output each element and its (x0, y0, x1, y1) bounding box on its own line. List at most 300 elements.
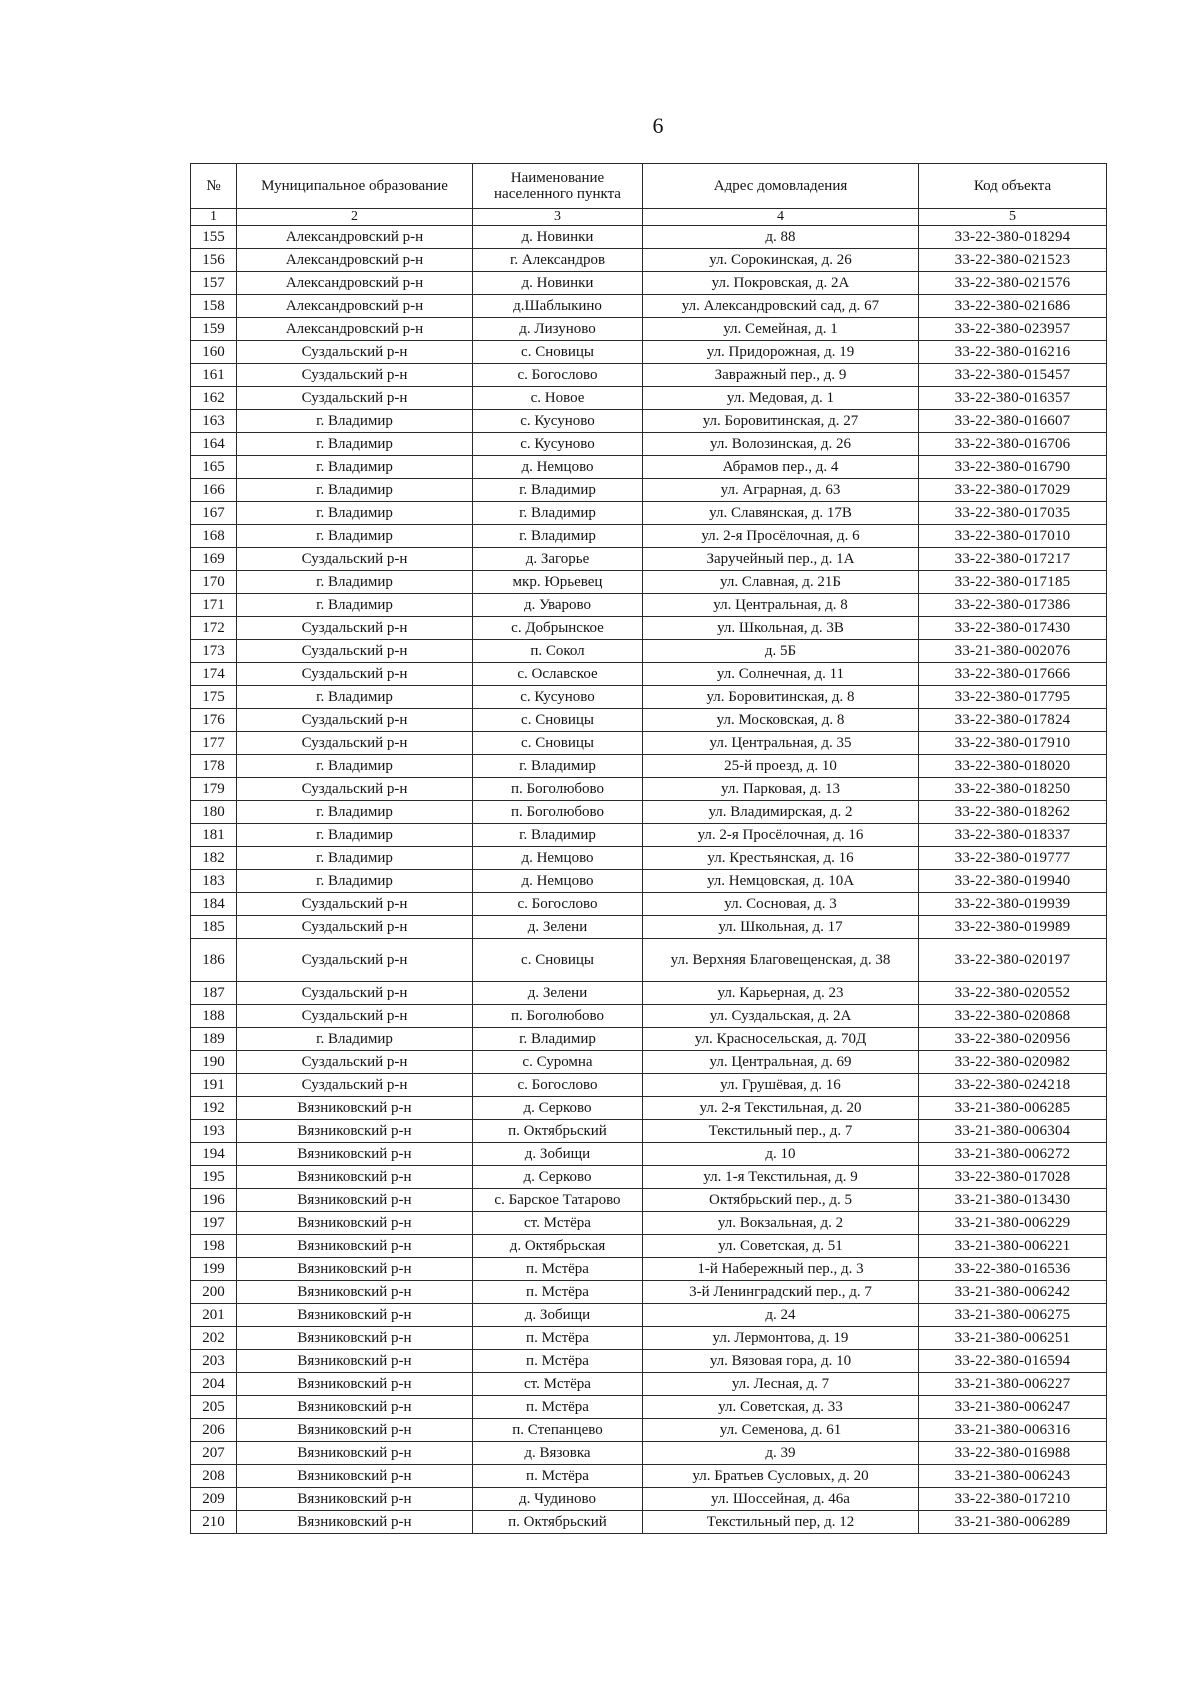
settlement-cell: г. Владимир (473, 479, 643, 502)
municipality-cell: г. Владимир (237, 410, 473, 433)
table-row (191, 1028, 1107, 1051)
address-cell: ул. Верхняя Благовещенская, д. 38 (643, 939, 919, 982)
address-cell: ул. Центральная, д. 69 (643, 1051, 919, 1074)
row-number: 185 (191, 916, 237, 939)
table-row (191, 1327, 1107, 1350)
table-row (191, 456, 1107, 479)
row-number: 186 (191, 939, 237, 982)
municipality-cell: Вязниковский р-н (237, 1143, 473, 1166)
row-number: 183 (191, 870, 237, 893)
settlement-cell: с. Барское Татарово (473, 1189, 643, 1212)
settlement-cell: д. Новинки (473, 226, 643, 249)
settlement-cell: с. Новое (473, 387, 643, 410)
row-number: 201 (191, 1304, 237, 1327)
settlement-cell: с. Добрынское (473, 617, 643, 640)
row-number: 170 (191, 571, 237, 594)
municipality-cell: Суздальский р-н (237, 1074, 473, 1097)
object-code-cell: 33-22-380-017824 (919, 709, 1107, 732)
municipality-cell: Суздальский р-н (237, 939, 473, 982)
table-row (191, 939, 1107, 982)
object-code-cell: 33-21-380-006251 (919, 1327, 1107, 1350)
object-code-cell: 33-22-380-023957 (919, 318, 1107, 341)
settlement-cell: п. Сокол (473, 640, 643, 663)
municipality-cell: Суздальский р-н (237, 663, 473, 686)
address-cell: ул. Александровский сад, д. 67 (643, 295, 919, 318)
table-row (191, 870, 1107, 893)
municipality-cell: Суздальский р-н (237, 341, 473, 364)
object-code-cell: 33-21-380-006229 (919, 1212, 1107, 1235)
row-number: 173 (191, 640, 237, 663)
settlement-cell: д. Зелени (473, 916, 643, 939)
settlement-cell: д. Октябрьская (473, 1235, 643, 1258)
row-number: 205 (191, 1396, 237, 1419)
table-row (191, 1281, 1107, 1304)
object-code-cell: 33-22-380-017386 (919, 594, 1107, 617)
settlement-cell: с. Сновицы (473, 341, 643, 364)
address-cell: д. 24 (643, 1304, 919, 1327)
row-number: 155 (191, 226, 237, 249)
table-row (191, 364, 1107, 387)
municipality-cell: Вязниковский р-н (237, 1097, 473, 1120)
column-number: 4 (643, 209, 919, 226)
settlement-cell: п. Боголюбово (473, 801, 643, 824)
object-code-cell: 33-22-380-019777 (919, 847, 1107, 870)
object-code-cell: 33-22-380-018337 (919, 824, 1107, 847)
address-cell: ул. Грушёвая, д. 16 (643, 1074, 919, 1097)
object-code-cell: 33-22-380-016607 (919, 410, 1107, 433)
object-code-cell: 33-22-380-024218 (919, 1074, 1107, 1097)
table-header-row (191, 164, 1107, 209)
settlement-cell: д. Уварово (473, 594, 643, 617)
municipality-cell: Александровский р-н (237, 272, 473, 295)
object-code-cell: 33-22-380-021576 (919, 272, 1107, 295)
settlement-cell: п. Мстёра (473, 1327, 643, 1350)
municipality-cell: Вязниковский р-н (237, 1212, 473, 1235)
row-number: 163 (191, 410, 237, 433)
municipality-cell: г. Владимир (237, 433, 473, 456)
municipality-cell: г. Владимир (237, 594, 473, 617)
object-code-cell: 33-22-380-020552 (919, 982, 1107, 1005)
object-code-cell: 33-22-380-018294 (919, 226, 1107, 249)
row-number: 165 (191, 456, 237, 479)
object-code-cell: 33-22-380-017910 (919, 732, 1107, 755)
row-number: 161 (191, 364, 237, 387)
object-code-cell: 33-22-380-017185 (919, 571, 1107, 594)
municipality-cell: Вязниковский р-н (237, 1258, 473, 1281)
row-number: 157 (191, 272, 237, 295)
settlement-cell: г. Владимир (473, 755, 643, 778)
settlement-cell: г. Владимир (473, 502, 643, 525)
table-row (191, 1005, 1107, 1028)
table-row (191, 502, 1107, 525)
table-row (191, 640, 1107, 663)
table-row (191, 1442, 1107, 1465)
table-row (191, 893, 1107, 916)
municipality-cell: г. Владимир (237, 824, 473, 847)
row-number: 164 (191, 433, 237, 456)
municipality-cell: г. Владимир (237, 502, 473, 525)
object-code-cell: 33-22-380-016594 (919, 1350, 1107, 1373)
object-code-cell: 33-22-380-019940 (919, 870, 1107, 893)
header-number: № (191, 164, 237, 209)
row-number: 159 (191, 318, 237, 341)
row-number: 188 (191, 1005, 237, 1028)
settlement-cell: п. Октябрьский (473, 1511, 643, 1534)
address-cell: ул. Сорокинская, д. 26 (643, 249, 919, 272)
settlement-cell: г. Владимир (473, 824, 643, 847)
municipality-cell: Вязниковский р-н (237, 1235, 473, 1258)
object-code-cell: 33-22-380-017210 (919, 1488, 1107, 1511)
municipality-cell: Вязниковский р-н (237, 1442, 473, 1465)
municipality-cell: Суздальский р-н (237, 548, 473, 571)
address-cell: ул. Семенова, д. 61 (643, 1419, 919, 1442)
row-number: 175 (191, 686, 237, 709)
settlement-cell: с. Кусуново (473, 410, 643, 433)
address-cell: ул. 2-я Текстильная, д. 20 (643, 1097, 919, 1120)
row-number: 189 (191, 1028, 237, 1051)
row-number: 198 (191, 1235, 237, 1258)
column-number: 5 (919, 209, 1107, 226)
table-row (191, 433, 1107, 456)
municipality-cell: Вязниковский р-н (237, 1189, 473, 1212)
object-code-cell: 33-21-380-006304 (919, 1120, 1107, 1143)
object-code-cell: 33-22-380-015457 (919, 364, 1107, 387)
municipality-cell: Суздальский р-н (237, 387, 473, 410)
table-row (191, 249, 1107, 272)
municipality-cell: Суздальский р-н (237, 709, 473, 732)
row-number: 209 (191, 1488, 237, 1511)
settlement-cell: д. Зелени (473, 982, 643, 1005)
municipality-cell: Суздальский р-н (237, 982, 473, 1005)
table-row (191, 801, 1107, 824)
row-number: 172 (191, 617, 237, 640)
settlement-cell: с. Сновицы (473, 939, 643, 982)
table-row (191, 548, 1107, 571)
table-row (191, 916, 1107, 939)
row-number: 182 (191, 847, 237, 870)
object-code-cell: 33-22-380-018250 (919, 778, 1107, 801)
address-cell: Текстильный пер, д. 12 (643, 1511, 919, 1534)
object-code-cell: 33-22-380-017795 (919, 686, 1107, 709)
table-body (191, 226, 1107, 1534)
table-row (191, 318, 1107, 341)
row-number: 158 (191, 295, 237, 318)
address-cell: ул. Суздальская, д. 2А (643, 1005, 919, 1028)
object-code-cell: 33-22-380-016790 (919, 456, 1107, 479)
address-cell: ул. Парковая, д. 13 (643, 778, 919, 801)
object-code-cell: 33-22-380-018262 (919, 801, 1107, 824)
settlement-cell: п. Боголюбово (473, 778, 643, 801)
object-code-cell: 33-22-380-016706 (919, 433, 1107, 456)
address-cell: ул. Немцовская, д. 10А (643, 870, 919, 893)
object-code-cell: 33-21-380-006275 (919, 1304, 1107, 1327)
table-row (191, 1419, 1107, 1442)
object-code-cell: 33-21-380-006243 (919, 1465, 1107, 1488)
address-cell: ул. Советская, д. 51 (643, 1235, 919, 1258)
address-cell: ул. Покровская, д. 2А (643, 272, 919, 295)
header-municipality: Муниципальное образование (237, 164, 473, 209)
object-code-cell: 33-21-380-006247 (919, 1396, 1107, 1419)
settlement-cell: д. Лизуново (473, 318, 643, 341)
row-number: 199 (191, 1258, 237, 1281)
table-row (191, 1235, 1107, 1258)
row-number: 187 (191, 982, 237, 1005)
settlement-cell: с. Богослово (473, 1074, 643, 1097)
municipality-cell: Суздальский р-н (237, 617, 473, 640)
object-code-cell: 33-21-380-006272 (919, 1143, 1107, 1166)
table-row (191, 1258, 1107, 1281)
table-row (191, 824, 1107, 847)
row-number: 166 (191, 479, 237, 502)
address-cell: Абрамов пер., д. 4 (643, 456, 919, 479)
object-code-cell: 33-22-380-017217 (919, 548, 1107, 571)
object-code-cell: 33-22-380-017430 (919, 617, 1107, 640)
header-address: Адрес домовладения (643, 164, 919, 209)
municipality-cell: г. Владимир (237, 456, 473, 479)
municipality-cell: Суздальский р-н (237, 364, 473, 387)
object-code-cell: 33-22-380-016988 (919, 1442, 1107, 1465)
address-cell: ул. Боровитинская, д. 8 (643, 686, 919, 709)
municipality-cell: г. Владимир (237, 525, 473, 548)
address-cell: ул. Лермонтова, д. 19 (643, 1327, 919, 1350)
address-cell: Текстильный пер., д. 7 (643, 1120, 919, 1143)
municipality-cell: Вязниковский р-н (237, 1396, 473, 1419)
row-number: 171 (191, 594, 237, 617)
table-row (191, 410, 1107, 433)
table-row (191, 594, 1107, 617)
table-row (191, 1488, 1107, 1511)
settlement-cell: ст. Мстёра (473, 1373, 643, 1396)
table-row (191, 387, 1107, 410)
address-cell: д. 39 (643, 1442, 919, 1465)
address-cell: ул. Крестьянская, д. 16 (643, 847, 919, 870)
municipality-cell: г. Владимир (237, 571, 473, 594)
row-number: 193 (191, 1120, 237, 1143)
row-number: 162 (191, 387, 237, 410)
settlement-cell: п. Мстёра (473, 1350, 643, 1373)
municipality-cell: г. Владимир (237, 686, 473, 709)
object-code-cell: 33-21-380-006285 (919, 1097, 1107, 1120)
municipality-cell: Вязниковский р-н (237, 1419, 473, 1442)
address-cell: ул. Медовая, д. 1 (643, 387, 919, 410)
table-row (191, 1120, 1107, 1143)
municipality-cell: Суздальский р-н (237, 916, 473, 939)
settlement-cell: д. Зобищи (473, 1143, 643, 1166)
settlement-cell: с. Сновицы (473, 709, 643, 732)
municipality-cell: Александровский р-н (237, 295, 473, 318)
address-cell: ул. Школьная, д. 3В (643, 617, 919, 640)
settlement-cell: п. Мстёра (473, 1396, 643, 1419)
object-code-cell: 33-22-380-020868 (919, 1005, 1107, 1028)
row-number: 156 (191, 249, 237, 272)
row-number: 203 (191, 1350, 237, 1373)
object-code-cell: 33-22-380-020982 (919, 1051, 1107, 1074)
object-code-cell: 33-22-380-017028 (919, 1166, 1107, 1189)
row-number: 194 (191, 1143, 237, 1166)
address-cell: ул. Лесная, д. 7 (643, 1373, 919, 1396)
settlement-cell: д. Новинки (473, 272, 643, 295)
municipality-cell: Суздальский р-н (237, 640, 473, 663)
municipality-cell: Вязниковский р-н (237, 1488, 473, 1511)
object-code-cell: 33-22-380-017029 (919, 479, 1107, 502)
municipality-cell: Суздальский р-н (237, 732, 473, 755)
row-number: 179 (191, 778, 237, 801)
row-number: 204 (191, 1373, 237, 1396)
row-number: 206 (191, 1419, 237, 1442)
object-code-cell: 33-22-380-018020 (919, 755, 1107, 778)
municipality-cell: Суздальский р-н (237, 1051, 473, 1074)
table-row (191, 982, 1107, 1005)
municipality-cell: г. Владимир (237, 479, 473, 502)
address-cell: ул. Центральная, д. 35 (643, 732, 919, 755)
settlement-cell: д. Немцово (473, 870, 643, 893)
address-cell: ул. Московская, д. 8 (643, 709, 919, 732)
settlement-cell: с. Ославское (473, 663, 643, 686)
table-row (191, 295, 1107, 318)
address-cell: 1-й Набережный пер., д. 3 (643, 1258, 919, 1281)
object-code-cell: 33-21-380-002076 (919, 640, 1107, 663)
settlement-cell: п. Мстёра (473, 1465, 643, 1488)
address-cell: ул. Красносельская, д. 70Д (643, 1028, 919, 1051)
row-number: 168 (191, 525, 237, 548)
row-number: 200 (191, 1281, 237, 1304)
settlement-cell: с. Кусуново (473, 686, 643, 709)
row-number: 190 (191, 1051, 237, 1074)
object-code-cell: 33-22-380-020197 (919, 939, 1107, 982)
row-number: 195 (191, 1166, 237, 1189)
settlement-cell: ст. Мстёра (473, 1212, 643, 1235)
address-cell: ул. Владимирская, д. 2 (643, 801, 919, 824)
table-row (191, 778, 1107, 801)
settlement-cell: с. Сновицы (473, 732, 643, 755)
table-row (191, 272, 1107, 295)
address-cell: ул. Семейная, д. 1 (643, 318, 919, 341)
municipality-cell: г. Владимир (237, 801, 473, 824)
settlement-cell: д. Зобищи (473, 1304, 643, 1327)
column-number-row (191, 209, 1107, 226)
object-code-cell: 33-22-380-019989 (919, 916, 1107, 939)
row-number: 167 (191, 502, 237, 525)
municipality-cell: Александровский р-н (237, 226, 473, 249)
table-row (191, 663, 1107, 686)
header-settlement: Наименование населенного пункта (473, 164, 643, 209)
address-cell: ул. Советская, д. 33 (643, 1396, 919, 1419)
municipality-cell: Вязниковский р-н (237, 1350, 473, 1373)
row-number: 160 (191, 341, 237, 364)
address-cell: 25-й проезд, д. 10 (643, 755, 919, 778)
settlement-cell: с. Богослово (473, 364, 643, 387)
settlement-cell: п. Мстёра (473, 1258, 643, 1281)
table-row (191, 732, 1107, 755)
header-object-code: Код объекта (919, 164, 1107, 209)
column-number: 2 (237, 209, 473, 226)
table-row (191, 571, 1107, 594)
table-row (191, 686, 1107, 709)
settlement-cell: с. Богослово (473, 893, 643, 916)
address-cell: Завражный пер., д. 9 (643, 364, 919, 387)
address-cell: ул. Волозинская, д. 26 (643, 433, 919, 456)
settlement-cell: д. Серково (473, 1097, 643, 1120)
object-code-cell: 33-22-380-017035 (919, 502, 1107, 525)
table-row (191, 1166, 1107, 1189)
table-row (191, 709, 1107, 732)
column-number: 3 (473, 209, 643, 226)
municipality-cell: Вязниковский р-н (237, 1120, 473, 1143)
table-row (191, 1465, 1107, 1488)
object-code-cell: 33-22-380-019939 (919, 893, 1107, 916)
address-cell: ул. Сосновая, д. 3 (643, 893, 919, 916)
address-cell: Октябрьский пер., д. 5 (643, 1189, 919, 1212)
table-row (191, 1511, 1107, 1534)
row-number: 184 (191, 893, 237, 916)
municipality-cell: Вязниковский р-н (237, 1166, 473, 1189)
address-cell: Заручейный пер., д. 1А (643, 548, 919, 571)
table-row (191, 1189, 1107, 1212)
row-number: 196 (191, 1189, 237, 1212)
settlement-cell: мкр. Юрьевец (473, 571, 643, 594)
address-cell: ул. Аграрная, д. 63 (643, 479, 919, 502)
property-register-table (190, 163, 1107, 1534)
municipality-cell: Вязниковский р-н (237, 1511, 473, 1534)
address-cell: ул. Школьная, д. 17 (643, 916, 919, 939)
address-cell: ул. Солнечная, д. 11 (643, 663, 919, 686)
table-row (191, 525, 1107, 548)
settlement-cell: д. Немцово (473, 847, 643, 870)
municipality-cell: Суздальский р-н (237, 1005, 473, 1028)
settlement-cell: п. Мстёра (473, 1281, 643, 1304)
address-cell: 3-й Ленинградский пер., д. 7 (643, 1281, 919, 1304)
table-row (191, 1212, 1107, 1235)
address-cell: ул. Славная, д. 21Б (643, 571, 919, 594)
table-row (191, 341, 1107, 364)
table-row (191, 1396, 1107, 1419)
page-number: 6 (652, 113, 664, 138)
row-number: 181 (191, 824, 237, 847)
settlement-cell: п. Октябрьский (473, 1120, 643, 1143)
municipality-cell: Александровский р-н (237, 249, 473, 272)
object-code-cell: 33-22-380-016536 (919, 1258, 1107, 1281)
row-number: 207 (191, 1442, 237, 1465)
municipality-cell: г. Владимир (237, 870, 473, 893)
settlement-cell: п. Степанцево (473, 1419, 643, 1442)
row-number: 197 (191, 1212, 237, 1235)
object-code-cell: 33-22-380-016357 (919, 387, 1107, 410)
municipality-cell: Суздальский р-н (237, 778, 473, 801)
address-cell: д. 5Б (643, 640, 919, 663)
table-row (191, 1373, 1107, 1396)
municipality-cell: Вязниковский р-н (237, 1281, 473, 1304)
municipality-cell: Александровский р-н (237, 318, 473, 341)
municipality-cell: Вязниковский р-н (237, 1465, 473, 1488)
address-cell: ул. Вязовая гора, д. 10 (643, 1350, 919, 1373)
table-row (191, 1350, 1107, 1373)
table-row (191, 1074, 1107, 1097)
object-code-cell: 33-21-380-013430 (919, 1189, 1107, 1212)
settlement-cell: д. Чудиново (473, 1488, 643, 1511)
table-row (191, 226, 1107, 249)
municipality-cell: г. Владимир (237, 1028, 473, 1051)
row-number: 202 (191, 1327, 237, 1350)
object-code-cell: 33-22-380-017010 (919, 525, 1107, 548)
object-code-cell: 33-21-380-006221 (919, 1235, 1107, 1258)
municipality-cell: Вязниковский р-н (237, 1304, 473, 1327)
object-code-cell: 33-21-380-006227 (919, 1373, 1107, 1396)
object-code-cell: 33-21-380-006316 (919, 1419, 1107, 1442)
settlement-cell: д. Вязовка (473, 1442, 643, 1465)
address-cell: ул. Шоссейная, д. 46а (643, 1488, 919, 1511)
settlement-cell: д. Загорье (473, 548, 643, 571)
row-number: 178 (191, 755, 237, 778)
